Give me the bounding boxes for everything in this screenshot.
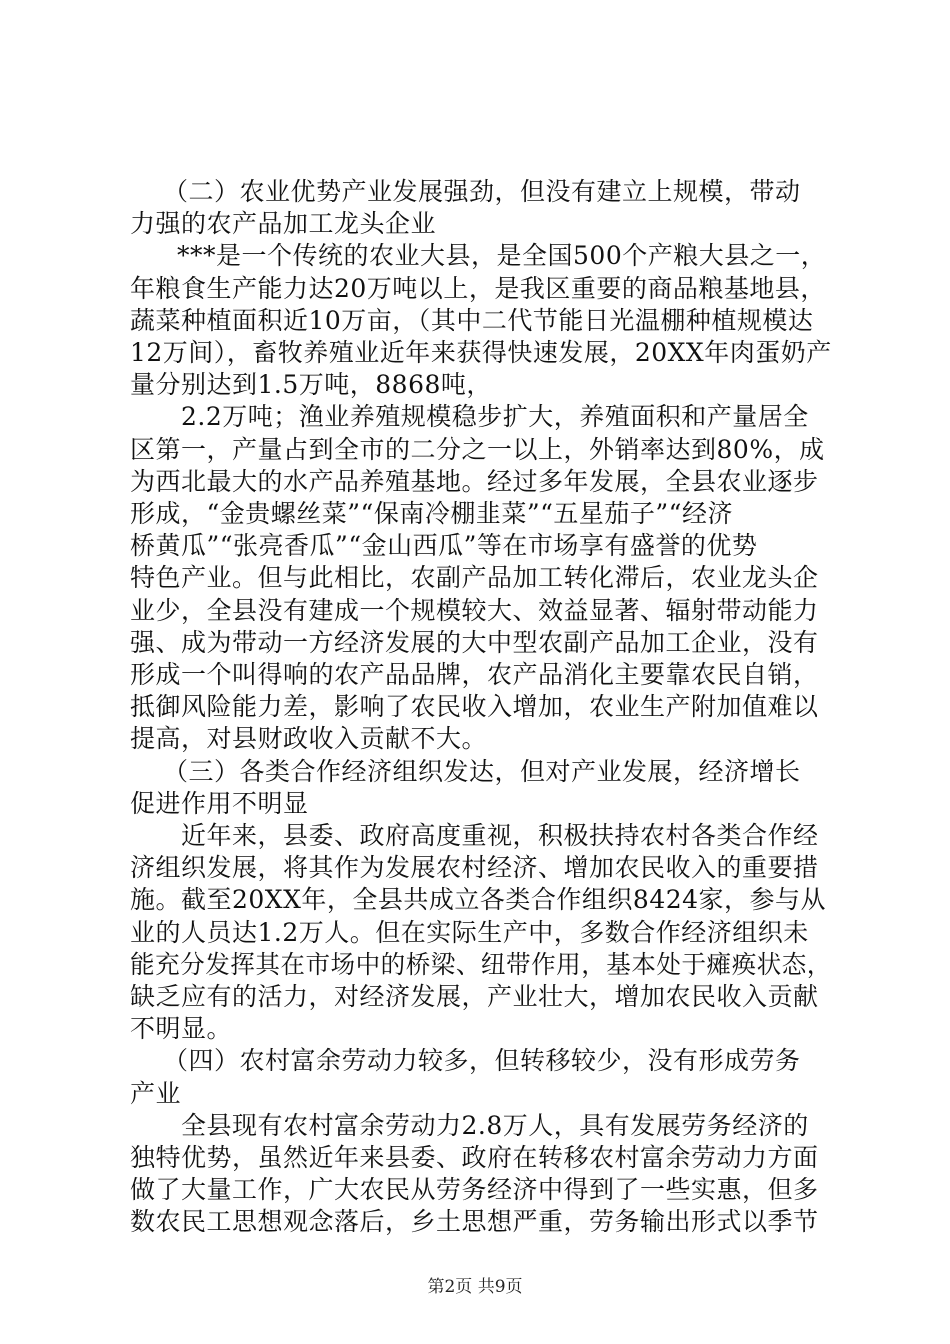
page-number: 第2页 共9页 <box>427 1277 523 1297</box>
text-line: 力强的农产品加工龙头企业 <box>130 209 437 239</box>
text-line: 独特优势，虽然近年来县委、政府在转移农村富余劳动力方面 <box>130 1143 819 1172</box>
text-line: 能充分发挥其在市场中的桥梁、纽带作用，基本处于瘫痪状态， <box>130 949 832 979</box>
text-line: 提高，对县财政收入贡献不大。 <box>130 724 488 754</box>
text-line: 全县现有农村富余劳动力2.8万人，具有发展劳务经济的 <box>181 1110 809 1140</box>
text-line: 济组织发展，将其作为发展农村经济、增加农民收入的重要措 <box>130 853 819 883</box>
text-line: 2.2万吨；渔业养殖规模稳步扩大，养殖面积和产量居全 <box>181 402 809 432</box>
text-line: （四）农村富余劳动力较多，但转移较少，没有形成劳务 <box>163 1046 801 1076</box>
text-line: 近年来，县委、政府高度重视，积极扶持农村各类合作经 <box>181 821 819 850</box>
text-line: 施。截至20XX年，全县共成立各类合作组织8424家，参与从 <box>130 885 827 915</box>
text-line: ***是一个传统的农业大县，是全国500个产粮大县之一， <box>177 241 827 271</box>
text-line: 促进作用不明显 <box>130 788 309 818</box>
text-line: 形成一个叫得响的农产品品牌，农产品消化主要靠农民自销， <box>130 660 819 689</box>
text-line: 产业 <box>130 1078 182 1108</box>
text-line: 特色产业。但与此相比，农副产品加工转化滞后，农业龙头企 <box>130 563 819 593</box>
text-line: 数农民工思想观念落后，乡土思想严重，劳务输出形式以季节 <box>130 1207 819 1237</box>
text-line: 量分别达到1.5万吨，8868吨， <box>130 370 492 400</box>
text-line: 抵御风险能力差，影响了农民收入增加，农业生产附加值难以 <box>130 692 819 722</box>
text-line: 做了大量工作，广大农民从劳务经济中得到了一些实惠，但多 <box>130 1175 819 1205</box>
text-line: 桥黄瓜”“张亮香瓜”“金山西瓜”等在市场享有盛誉的优势 <box>130 531 758 561</box>
text-line: 不明显。 <box>130 1014 233 1044</box>
text-line: 年粮食生产能力达20万吨以上，是我区重要的商品粮基地县， <box>130 273 826 303</box>
text-line: 业的人员达1.2万人。但在实际生产中，多数合作经济组织未 <box>130 917 809 947</box>
text-line: 强、成为带动一方经济发展的大中型农副产品加工企业，没有 <box>130 627 819 657</box>
text-line: （三）各类合作经济组织发达，但对产业发展，经济增长 <box>163 756 801 786</box>
text-line: 业少，全县没有建成一个规模较大、效益显著、辐射带动能力 <box>130 595 819 625</box>
text-line: 为西北最大的水产品养殖基地。经过多年发展，全县农业逐步 <box>130 466 819 496</box>
text-line: 形成，“金贵螺丝菜”“保南冷棚韭菜”“五星茄子”“经济 <box>130 499 733 528</box>
text-line: （二）农业优势产业发展强劲，但没有建立上规模，带动 <box>163 177 801 206</box>
text-line: 区第一，产量占到全市的二分之一以上，外销率达到80%，成 <box>130 434 825 464</box>
text-line: 蔬菜种植面积近10万亩，（其中二代节能日光温棚种植规模达 <box>130 305 814 335</box>
text-line: 缺乏应有的活力，对经济发展，产业壮大，增加农民收入贡献 <box>130 982 819 1011</box>
text-line: 12万间），畜牧养殖业近年来获得快速发展，20XX年肉蛋奶产 <box>130 338 832 367</box>
